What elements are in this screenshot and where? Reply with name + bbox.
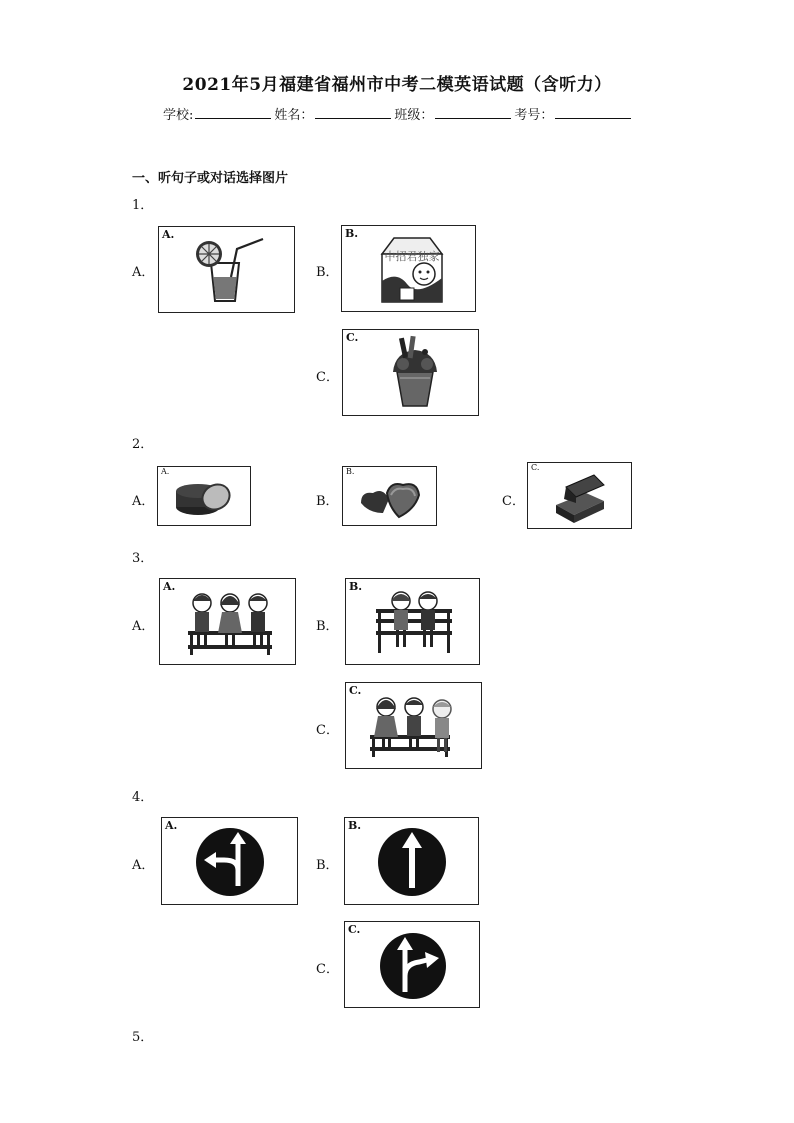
option-mark[interactable]: B． — [316, 619, 339, 634]
exam-no-blank[interactable] — [555, 106, 631, 119]
option-image-box[interactable] — [157, 466, 251, 526]
class-label: 班级： — [394, 108, 434, 123]
option-mark[interactable]: B． — [316, 858, 339, 873]
option-mark[interactable]: C． — [316, 370, 339, 385]
question-number: 4． — [132, 790, 154, 805]
three-kids-bench-icon — [160, 579, 297, 666]
option-mark[interactable]: A． — [132, 858, 155, 873]
question-number: 3． — [132, 551, 154, 566]
straight-or-right-sign-icon — [345, 922, 481, 1009]
option-image-box[interactable] — [341, 225, 476, 312]
option-mark[interactable]: B． — [316, 494, 339, 509]
question-number: 1． — [132, 198, 154, 213]
option-mark[interactable]: C． — [316, 723, 339, 738]
option-image-box[interactable] — [342, 329, 479, 416]
name-blank[interactable] — [315, 106, 391, 119]
name-label: 姓名： — [274, 108, 314, 123]
school-label: 学校: — [163, 108, 194, 123]
square-box-icon — [528, 463, 633, 530]
image-label: A. — [162, 228, 175, 241]
milk-carton-icon — [342, 226, 477, 313]
image-label: C. — [348, 923, 361, 936]
exam-no-label: 考号： — [514, 108, 554, 123]
image-label: C. — [349, 684, 362, 697]
watermark-text: 中招君独家 — [384, 251, 440, 263]
school-blank[interactable] — [195, 106, 271, 119]
straight-or-left-sign-icon — [162, 818, 299, 906]
option-image-box[interactable] — [344, 817, 479, 905]
page-title: 2021年5月福建省福州市中考二模英语试题（含听力） — [182, 75, 612, 95]
image-label: B. — [345, 227, 359, 240]
option-image-box[interactable] — [345, 682, 482, 769]
option-image-box[interactable] — [161, 817, 298, 905]
image-label: A. — [161, 467, 170, 476]
image-label: B. — [348, 819, 362, 832]
straight-ahead-sign-icon — [345, 818, 480, 906]
option-mark[interactable]: A． — [132, 265, 155, 280]
option-mark[interactable]: C． — [316, 962, 339, 977]
image-label: C. — [531, 463, 540, 472]
juice-glass-icon — [159, 227, 296, 314]
option-image-box[interactable] — [345, 578, 480, 665]
image-label: A. — [163, 580, 176, 593]
option-mark[interactable]: C． — [502, 494, 525, 509]
round-box-icon — [158, 467, 252, 527]
ice-cream-cup-icon — [343, 330, 480, 417]
class-blank[interactable] — [435, 106, 511, 119]
heart-box-icon — [343, 467, 438, 527]
option-mark[interactable]: A． — [132, 619, 155, 634]
option-mark[interactable]: B． — [316, 265, 339, 280]
two-kids-bench-icon — [346, 579, 481, 666]
student-info-line — [163, 104, 634, 123]
image-label: B. — [346, 467, 355, 476]
option-image-box[interactable] — [158, 226, 295, 313]
image-label: C. — [346, 331, 359, 344]
image-label: A. — [165, 819, 178, 832]
option-image-box[interactable] — [344, 921, 480, 1008]
option-mark[interactable]: A． — [132, 494, 155, 509]
three-kids-bench-icon — [346, 683, 483, 770]
option-image-box[interactable] — [342, 466, 437, 526]
option-image-box[interactable] — [159, 578, 296, 665]
question-number: 5． — [132, 1030, 154, 1045]
question-number: 2． — [132, 437, 154, 452]
section-title: 一、听句子或对话选择图片 — [132, 171, 289, 186]
image-label: B. — [349, 580, 363, 593]
option-image-box[interactable] — [527, 462, 632, 529]
